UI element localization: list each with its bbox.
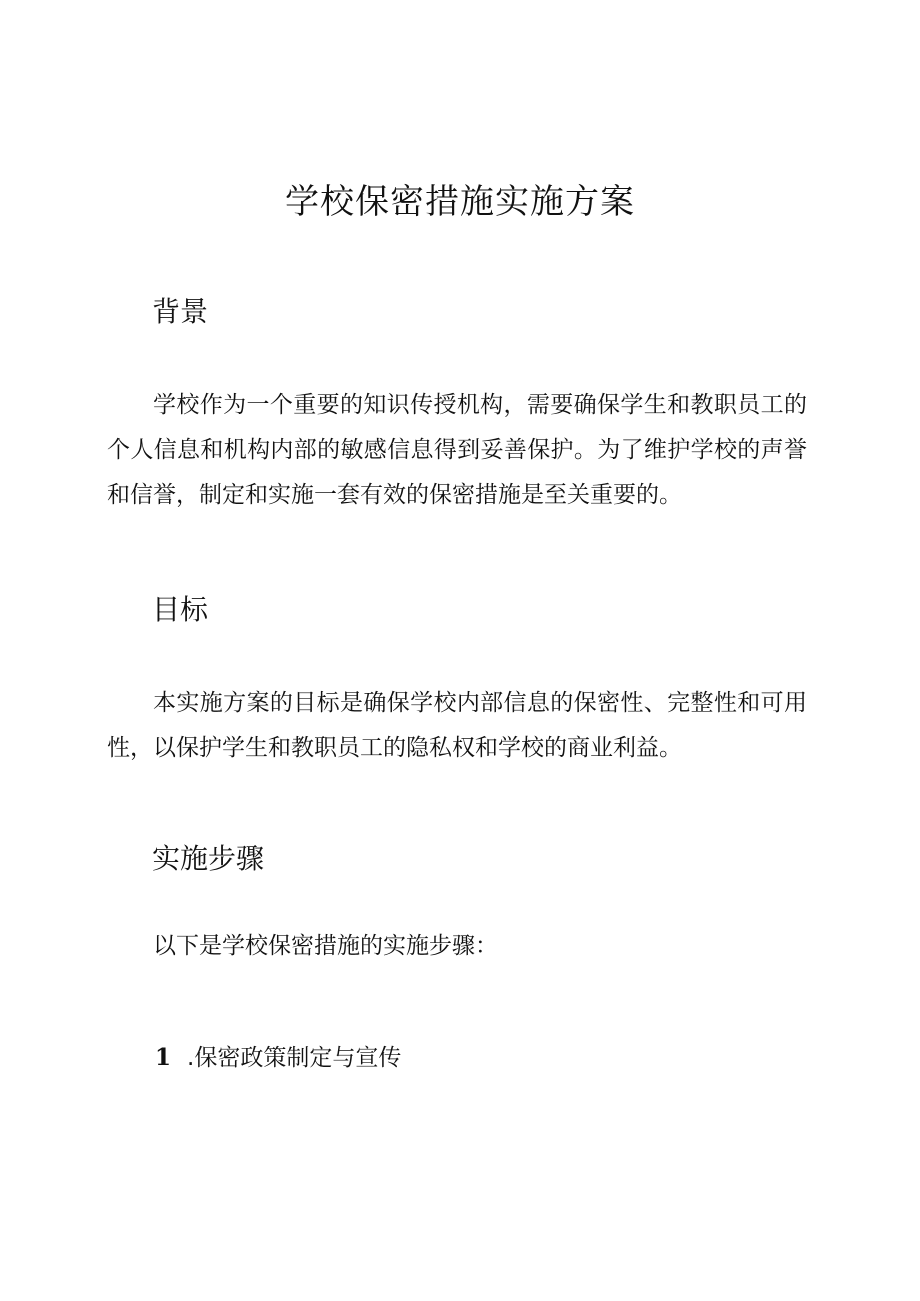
section-heading-background: 背景 bbox=[152, 295, 209, 328]
step-item bbox=[155, 1040, 401, 1076]
goal-paragraph: 本实施方案的目标是确保学校内部信息的保密性、完整性和可用性，以保护学生和教职员工的隐私权和学校的商业利益。 bbox=[107, 690, 807, 761]
implementation-steps-intro: 以下是学校保密措施的实施步骤： bbox=[153, 933, 498, 959]
document-title: 学校保密措施实施方案 bbox=[285, 182, 635, 222]
step-number: 1 bbox=[155, 1044, 172, 1071]
step-label: .保密政策制定与宣传 bbox=[187, 1045, 402, 1071]
section-heading-goal: 目标 bbox=[152, 593, 209, 626]
section-heading-implementation-steps: 实施步骤 bbox=[152, 842, 265, 875]
background-paragraph: 学校作为一个重要的知识传授机构，需要确保学生和教职员工的个人信息和机构内部的敏感信息得到妥善保护。为了维护学校的声誉和信誉，制定和实施一套有效的保密措施是至关重要的。 bbox=[107, 392, 807, 508]
